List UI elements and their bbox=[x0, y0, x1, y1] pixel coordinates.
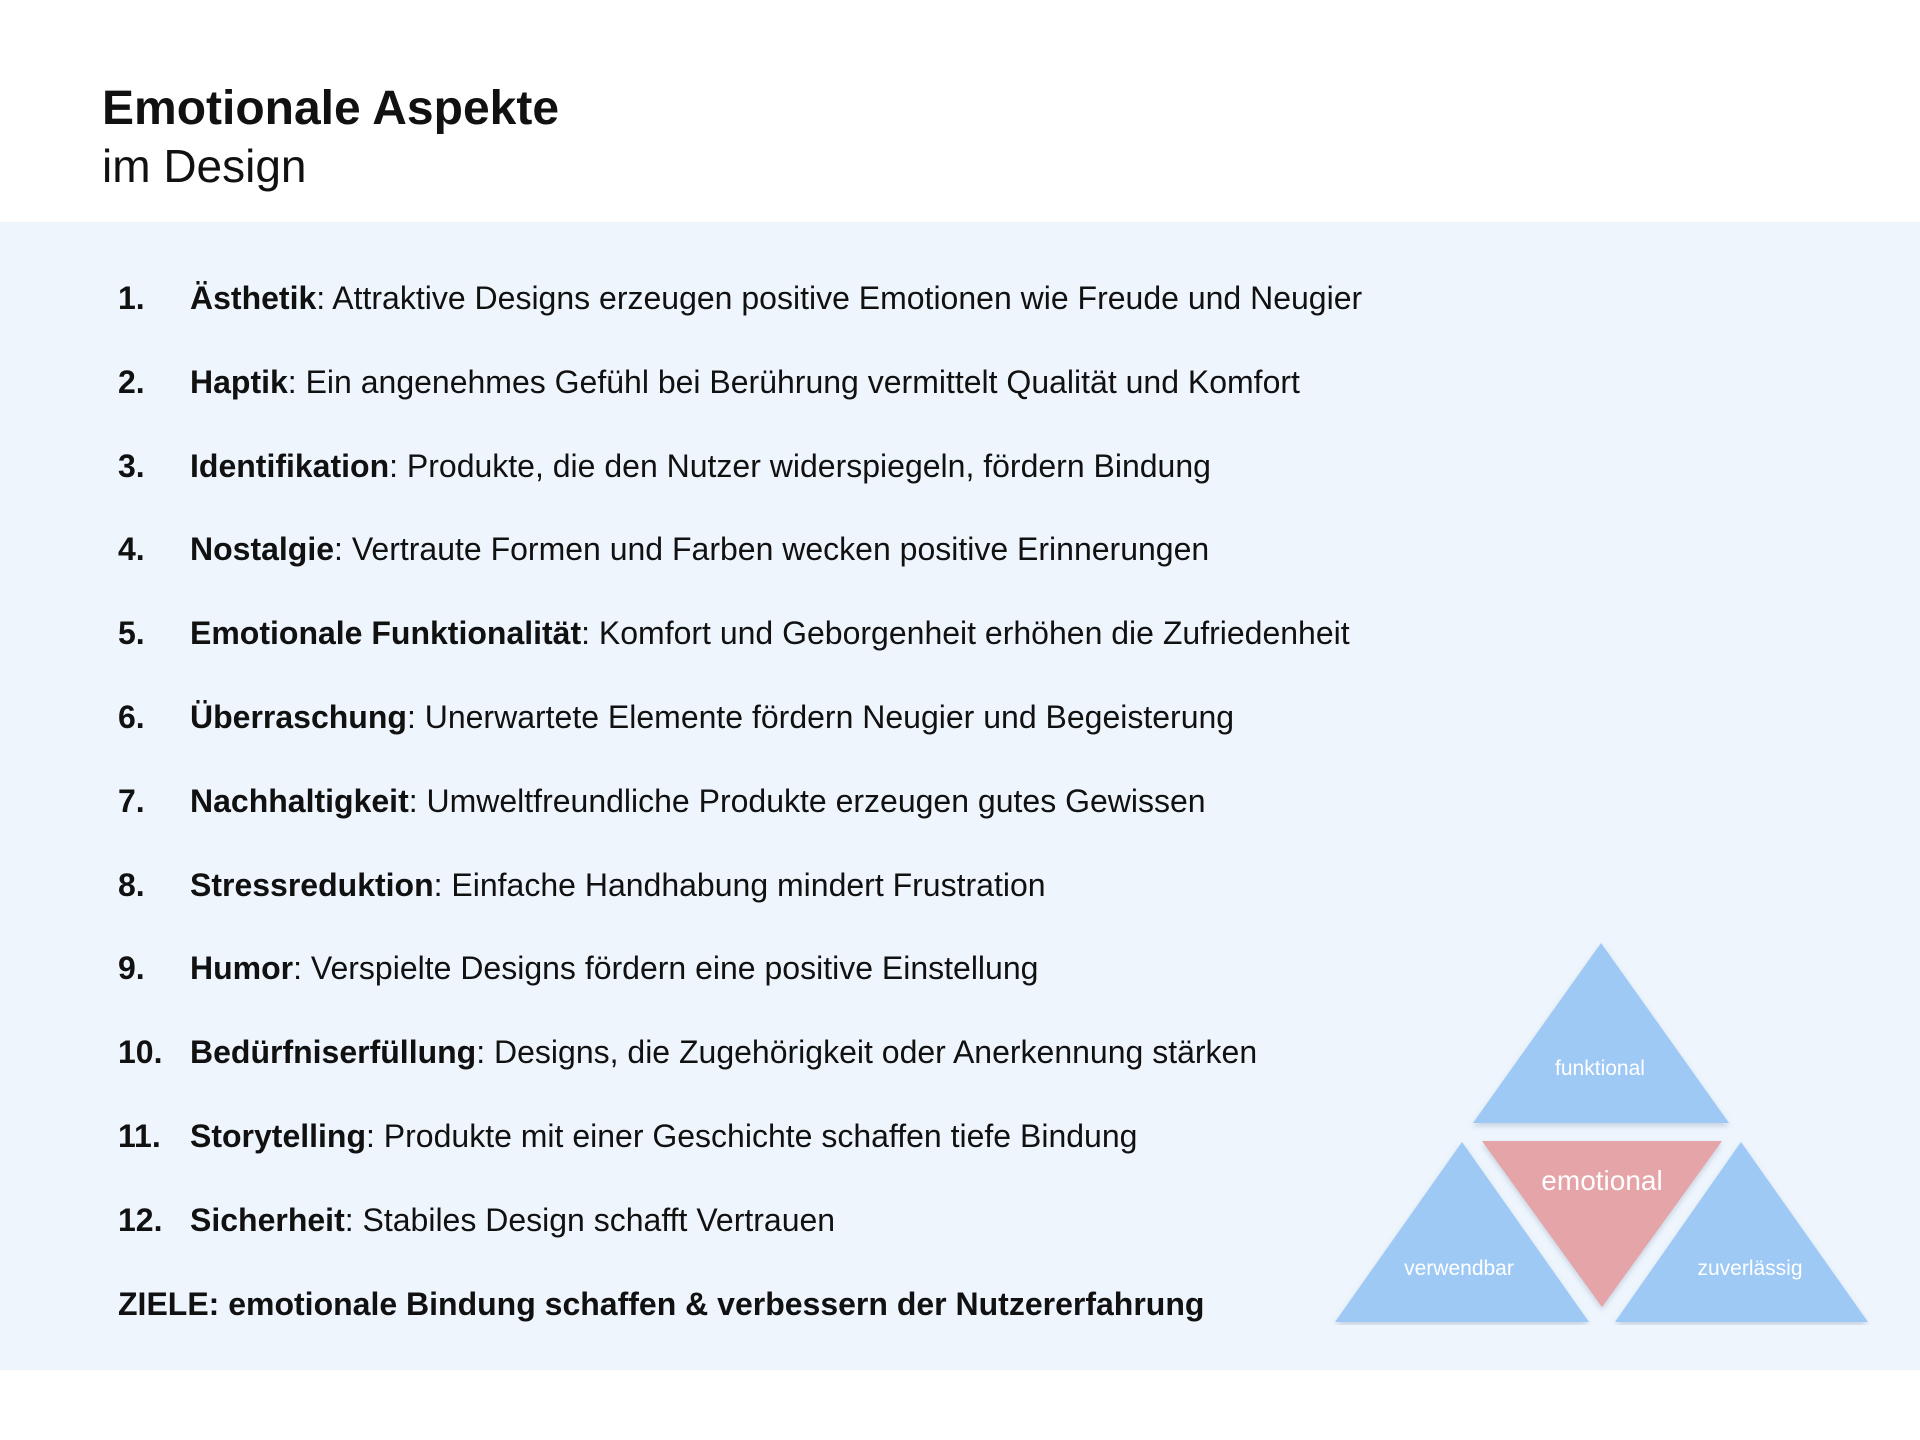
item-number: 4. bbox=[118, 531, 145, 568]
pyramid-diagram bbox=[1320, 935, 1880, 1325]
item-text bbox=[190, 1032, 1257, 1072]
item-text bbox=[190, 613, 1350, 653]
item-term: Storytelling bbox=[190, 1117, 367, 1154]
item-text bbox=[190, 446, 1211, 486]
item-text bbox=[190, 865, 1046, 905]
pyramid-center-label: emotional bbox=[1541, 1165, 1663, 1196]
item-text bbox=[190, 948, 1038, 988]
item-text bbox=[190, 1116, 1137, 1156]
item-number: 10. bbox=[118, 1034, 163, 1071]
item-description: : Einfache Handhabung mindert Frustration bbox=[433, 866, 1046, 903]
item-number: 12. bbox=[118, 1201, 163, 1238]
item-text bbox=[190, 781, 1206, 821]
item-text bbox=[190, 529, 1209, 569]
item-description: : Stabiles Design schafft Vertrauen bbox=[344, 1201, 836, 1238]
item-description: : Produkte mit einer Geschichte schaffen tiefe Bindung bbox=[366, 1117, 1138, 1154]
item-term: Identifikation bbox=[190, 447, 390, 484]
goals-statement: ZIELE: emotionale Bindung schaffen & verbessern der Nutzererfahrung bbox=[118, 1286, 1205, 1322]
item-description: : Produkte, die den Nutzer widerspiegeln, fördern Bindung bbox=[389, 447, 1211, 484]
pyramid-right-label: zuverlässig bbox=[1697, 1257, 1803, 1280]
item-term: Überraschung bbox=[190, 698, 407, 735]
item-number: 6. bbox=[118, 698, 145, 735]
item-number: 1. bbox=[118, 280, 145, 316]
item-description: : Verspielte Designs fördern eine positive Einstellung bbox=[293, 950, 1039, 987]
item-description: : Vertraute Formen und Farben wecken positive Erinnerungen bbox=[334, 531, 1210, 568]
pyramid-svg bbox=[1320, 935, 1880, 1325]
item-term: Nachhaltigkeit bbox=[190, 782, 409, 819]
item-number: 2. bbox=[118, 363, 145, 400]
item-term: Nostalgie bbox=[190, 531, 335, 568]
item-description: : Unerwartete Elemente fördern Neugier und Begeisterung bbox=[406, 698, 1235, 735]
item-term: Haptik bbox=[190, 363, 288, 400]
item-term: Humor bbox=[190, 950, 294, 987]
item-number: 9. bbox=[118, 950, 145, 987]
item-number: 8. bbox=[118, 866, 145, 903]
page-title: Emotionale Aspekte bbox=[102, 82, 560, 135]
title-block bbox=[102, 80, 559, 194]
item-text bbox=[190, 1200, 835, 1240]
item-term: Ästhetik bbox=[190, 280, 317, 316]
item-term: Stressreduktion bbox=[190, 866, 434, 903]
item-number: 11. bbox=[118, 1117, 161, 1154]
pyramid-top-triangle bbox=[1473, 943, 1729, 1123]
item-number: 3. bbox=[118, 447, 145, 484]
item-text bbox=[190, 697, 1234, 737]
item-term: Sicherheit bbox=[190, 1201, 345, 1238]
item-text bbox=[190, 278, 1362, 318]
item-text bbox=[190, 362, 1300, 402]
item-description: : Komfort und Geborgenheit erhöhen die Zufriedenheit bbox=[581, 615, 1350, 652]
item-term: Bedürfniserfüllung bbox=[190, 1034, 477, 1071]
item-number: 7. bbox=[118, 782, 145, 819]
item-description: : Umweltfreundliche Produkte erzeugen gutes Gewissen bbox=[408, 782, 1206, 819]
item-term: Emotionale Funktionalität bbox=[190, 615, 582, 652]
pyramid-top-label: funktional bbox=[1555, 1057, 1645, 1080]
item-number: 5. bbox=[118, 615, 145, 652]
item-description: : Designs, die Zugehörigkeit oder Anerkennung stärken bbox=[476, 1034, 1258, 1071]
page-subtitle: im Design bbox=[102, 140, 307, 192]
item-description: : Ein angenehmes Gefühl bei Berührung vermittelt Qualität und Komfort bbox=[287, 363, 1300, 400]
pyramid-left-label: verwendbar bbox=[1404, 1257, 1514, 1280]
item-description: : Attraktive Designs erzeugen positive Emotionen wie Freude und Neugier bbox=[316, 280, 1363, 316]
